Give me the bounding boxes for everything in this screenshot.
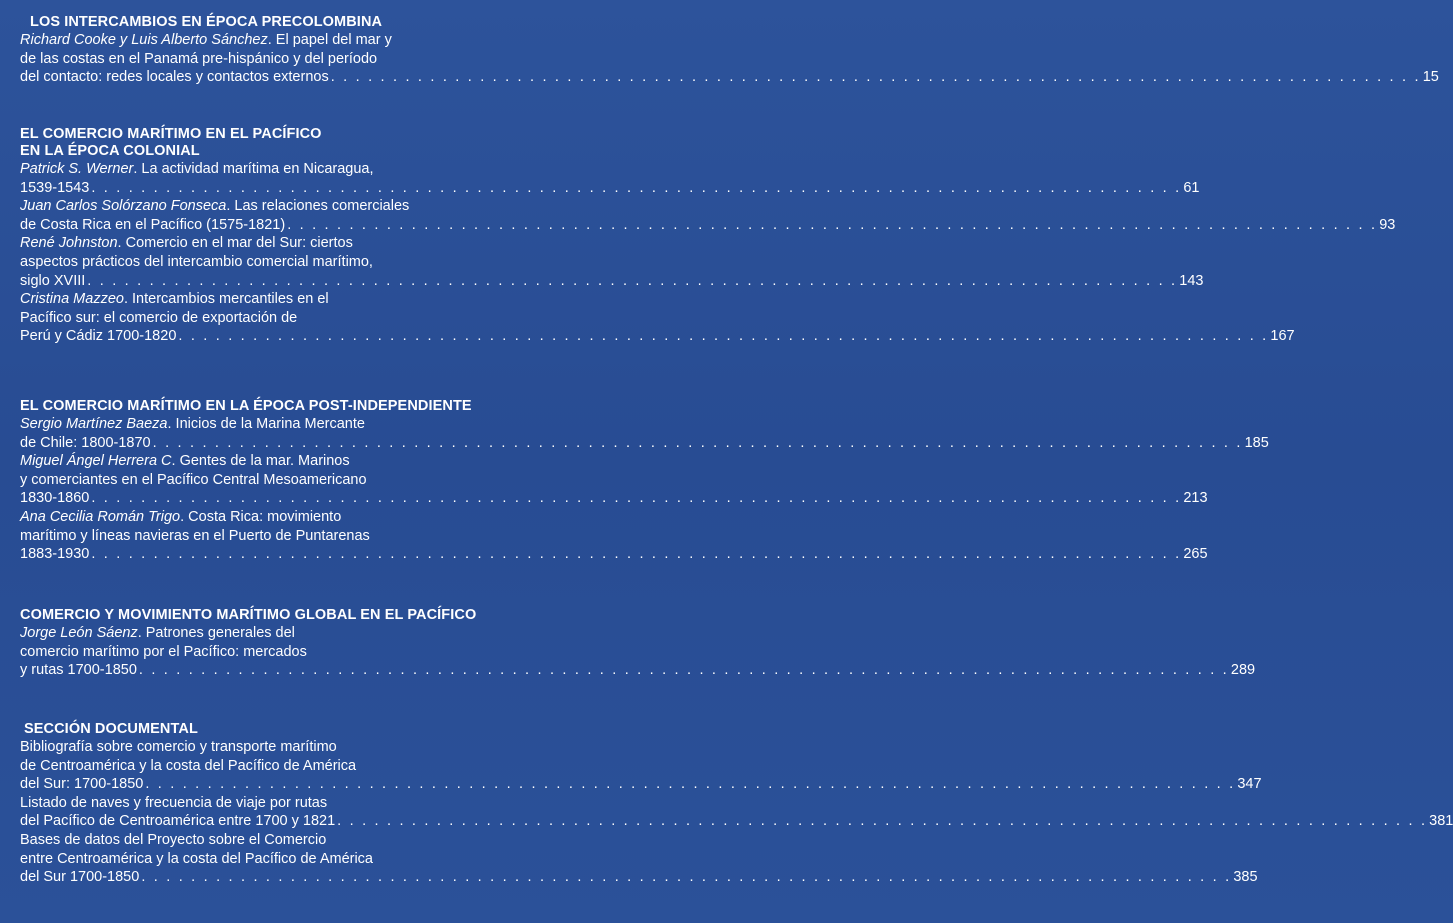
entry-line bbox=[20, 272, 1204, 291]
entry-line bbox=[20, 661, 1256, 680]
dot-leader: . . . . . . . . . . . . . . . . . . . . . . . . . . . . . . . . . . . . . . . . . . . . . . . . . . . . . . . . . . . . . . . . . . . . . . . . . . . . . . . . . . . . . . . . bbox=[138, 662, 1229, 679]
entry-title-text: . Intercambios mercantiles en el bbox=[123, 291, 329, 308]
toc-entry bbox=[20, 234, 1204, 290]
entry-title-text: del Sur: 1700-1850 bbox=[20, 776, 144, 793]
entry-author: Miguel Ángel Herrera C bbox=[20, 453, 172, 470]
page-number[interactable]: 15 bbox=[1422, 69, 1439, 86]
dot-leader: . . . . . . . . . . . . . . . . . . . . . . . . . . . . . . . . . . . . . . . . . . . . . . . . . . . . . . . . . . . . . . . . . . . . . . . . . . . . . . . . . . . . . . . . bbox=[152, 434, 1243, 451]
entry-title-text: del Sur 1700-1850 bbox=[20, 869, 140, 886]
entry-line bbox=[20, 179, 1200, 198]
page-number[interactable]: 385 bbox=[1233, 869, 1258, 886]
entry-line bbox=[20, 757, 522, 776]
entry-author: Richard Cooke y Luis Alberto Sánchez bbox=[20, 32, 268, 48]
entry-title-text: de Centroamérica y la costa del Pacífico de América bbox=[20, 757, 357, 774]
entry-title-text: entre Centroamérica y la costa del Pacífico de América bbox=[20, 850, 373, 867]
toc-section bbox=[20, 398, 1269, 564]
entry-title-text: del Pacífico de Centroamérica entre 1700 y 1821 bbox=[20, 813, 336, 830]
page-number[interactable]: 347 bbox=[1237, 776, 1262, 793]
entry-title-text: Bibliografía sobre comercio y transporte marítimo bbox=[20, 739, 337, 755]
entry-author: Patrick S. Werner bbox=[20, 161, 134, 177]
entry-author: Cristina Mazzeo bbox=[20, 291, 124, 308]
entry-title-text: marítimo y líneas navieras en el Puerto de Puntarenas bbox=[20, 527, 370, 544]
entry-title-text: . Costa Rica: movimiento bbox=[180, 508, 342, 525]
entry-author: Sergio Martínez Baeza bbox=[20, 416, 168, 432]
entry-title-text: Listado de naves y frecuencia de viaje por rutas bbox=[20, 794, 328, 811]
toc-entry bbox=[20, 738, 1262, 794]
section-heading: EL COMERCIO MARÍTIMO EN EL PACÍFICO EN LA ÉPOCA COLONIAL bbox=[20, 126, 322, 159]
entry-line bbox=[20, 31, 522, 50]
page-number[interactable]: 61 bbox=[1183, 179, 1200, 196]
entry-line bbox=[20, 434, 1269, 453]
entry-title-text: Pacífico sur: el comercio de exportación de bbox=[20, 309, 298, 326]
dot-leader: . . . . . . . . . . . . . . . . . . . . . . . . . . . . . . . . . . . . . . . . . . . . . . . . . . . . . . . . . . . . . . . . . . . . . . . . . . . . . . . . . . . . . . . . bbox=[330, 69, 1421, 86]
entry-line bbox=[20, 508, 522, 527]
entry-line bbox=[20, 831, 522, 850]
page-number[interactable]: 167 bbox=[1270, 328, 1295, 345]
section-heading: SECCIÓN DOCUMENTAL bbox=[24, 721, 198, 737]
entry-line bbox=[20, 290, 522, 309]
dot-leader: . . . . . . . . . . . . . . . . . . . . . . . . . . . . . . . . . . . . . . . . . . . . . . . . . . . . . . . . . . . . . . . . . . . . . . . . . . . . . . . . . . . . . . . . bbox=[287, 216, 1378, 233]
entry-line bbox=[20, 624, 522, 643]
entry-title-text: Perú y Cádiz 1700-1820 bbox=[20, 328, 177, 345]
entry-author: Ana Cecilia Román Trigo bbox=[20, 508, 181, 525]
entry-title-text: . El papel del mar y bbox=[267, 32, 392, 48]
toc-section bbox=[20, 14, 1439, 87]
toc-section bbox=[20, 126, 1396, 346]
entry-line bbox=[20, 452, 522, 471]
toc-entry bbox=[20, 290, 1295, 346]
entry-author: Juan Carlos Solórzano Fonseca bbox=[20, 198, 227, 215]
page-number[interactable]: 143 bbox=[1179, 272, 1204, 289]
entry-title-text: del contacto: redes locales y contactos externos bbox=[20, 69, 329, 86]
entry-title-text: . Patrones generales del bbox=[137, 625, 295, 641]
entry-line bbox=[20, 850, 522, 869]
entry-title-text: Bases de datos del Proyecto sobre el Comercio bbox=[20, 831, 327, 848]
entry-author: Jorge León Sáenz bbox=[20, 625, 138, 641]
toc-entry bbox=[20, 452, 1208, 508]
entry-line bbox=[20, 545, 1208, 564]
entry-title-text: 1883-1930 bbox=[20, 546, 90, 563]
entry-line bbox=[20, 160, 522, 179]
entry-line bbox=[20, 415, 522, 434]
section-heading: EL COMERCIO MARÍTIMO EN LA ÉPOCA POST-INDEPENDIENTE bbox=[20, 398, 472, 414]
page-number[interactable]: 289 bbox=[1230, 662, 1256, 679]
dot-leader: . . . . . . . . . . . . . . . . . . . . . . . . . . . . . . . . . . . . . . . . . . . . . . . . . . . . . . . . . . . . . . . . . . . . . . . . . . . . . . . . . . . . . . . . bbox=[91, 179, 1182, 196]
entry-line bbox=[20, 489, 1208, 508]
toc-entry bbox=[20, 160, 1200, 197]
entry-line bbox=[20, 309, 522, 328]
toc-entry bbox=[20, 31, 1439, 87]
toc-entry bbox=[20, 831, 1258, 887]
page-number[interactable]: 213 bbox=[1183, 490, 1208, 507]
entry-title-text: comercio marítimo por el Pacífico: mercados bbox=[20, 643, 307, 660]
dot-leader: . . . . . . . . . . . . . . . . . . . . . . . . . . . . . . . . . . . . . . . . . . . . . . . . . . . . . . . . . . . . . . . . . . . . . . . . . . . . . . . . . . . . . . . . bbox=[91, 490, 1182, 507]
section-heading: COMERCIO Y MOVIMIENTO MARÍTIMO GLOBAL EN EL PACÍFICO bbox=[20, 607, 477, 623]
entry-title-text: de las costas en el Panamá pre-hispánico y del período bbox=[20, 50, 378, 67]
dot-leader: . . . . . . . . . . . . . . . . . . . . . . . . . . . . . . . . . . . . . . . . . . . . . . . . . . . . . . . . . . . . . . . . . . . . . . . . . . . . . . . . . . . . . . . . bbox=[178, 328, 1269, 345]
toc-section bbox=[20, 607, 1256, 680]
entry-line bbox=[20, 68, 1439, 87]
entry-title-text: y rutas 1700-1850 bbox=[20, 662, 137, 679]
entry-line bbox=[20, 527, 522, 546]
dot-leader: . . . . . . . . . . . . . . . . . . . . . . . . . . . . . . . . . . . . . . . . . . . . . . . . . . . . . . . . . . . . . . . . . . . . . . . . . . . . . . . . . . . . . . . . bbox=[337, 813, 1428, 830]
toc-section bbox=[20, 721, 1453, 887]
dot-leader: . . . . . . . . . . . . . . . . . . . . . . . . . . . . . . . . . . . . . . . . . . . . . . . . . . . . . . . . . . . . . . . . . . . . . . . . . . . . . . . . . . . . . . . . bbox=[141, 869, 1232, 886]
entry-title-text: 1830-1860 bbox=[20, 490, 90, 507]
entry-title-text: . Comercio en el mar del Sur: ciertos bbox=[117, 235, 353, 252]
page-number[interactable]: 185 bbox=[1244, 434, 1269, 451]
entry-line bbox=[20, 812, 1453, 831]
toc-entry bbox=[20, 508, 1208, 564]
entry-title-text: . Gentes de la mar. Marinos bbox=[171, 453, 350, 470]
entry-line bbox=[20, 327, 1295, 346]
dot-leader: . . . . . . . . . . . . . . . . . . . . . . . . . . . . . . . . . . . . . . . . . . . . . . . . . . . . . . . . . . . . . . . . . . . . . . . . . . . . . . . . . . . . . . . . bbox=[87, 272, 1178, 289]
toc-entry bbox=[20, 415, 1269, 452]
entry-title-text: . Inicios de la Marina Mercante bbox=[167, 416, 365, 432]
toc-entry bbox=[20, 794, 1453, 831]
entry-line bbox=[20, 197, 522, 216]
toc-entry bbox=[20, 197, 1396, 234]
entry-title-text: . Las relaciones comerciales bbox=[226, 198, 410, 215]
entry-line bbox=[20, 50, 522, 69]
entry-line bbox=[20, 643, 522, 662]
entry-line bbox=[20, 738, 522, 757]
entry-title-text: . La actividad marítima en Nicaragua, bbox=[133, 161, 374, 177]
entry-line bbox=[20, 234, 522, 253]
entry-title-text: y comerciantes en el Pacífico Central Mesoamericano bbox=[20, 471, 367, 488]
page-number[interactable]: 381 bbox=[1429, 813, 1453, 830]
toc-entry bbox=[20, 624, 1256, 680]
dot-leader: . . . . . . . . . . . . . . . . . . . . . . . . . . . . . . . . . . . . . . . . . . . . . . . . . . . . . . . . . . . . . . . . . . . . . . . . . . . . . . . . . . . . . . . . bbox=[91, 546, 1182, 563]
entry-author: René Johnston bbox=[20, 235, 118, 252]
entry-title-text: de Chile: 1800-1870 bbox=[20, 434, 151, 451]
dot-leader: . . . . . . . . . . . . . . . . . . . . . . . . . . . . . . . . . . . . . . . . . . . . . . . . . . . . . . . . . . . . . . . . . . . . . . . . . . . . . . . . . . . . . . . . bbox=[145, 776, 1236, 793]
entry-line bbox=[20, 471, 522, 490]
entry-title-text: de Costa Rica en el Pacífico (1575-1821) bbox=[20, 216, 286, 233]
entry-title-text: aspectos prácticos del intercambio comercial marítimo, bbox=[20, 253, 373, 270]
entry-line bbox=[20, 775, 1262, 794]
entry-title-text: 1539-1543 bbox=[20, 179, 90, 196]
section-heading: LOS INTERCAMBIOS EN ÉPOCA PRECOLOMBINA bbox=[30, 14, 383, 30]
entry-line bbox=[20, 868, 1258, 887]
page-number[interactable]: 93 bbox=[1379, 216, 1396, 233]
page-number[interactable]: 265 bbox=[1183, 546, 1208, 563]
entry-line bbox=[20, 216, 1396, 235]
entry-line bbox=[20, 253, 522, 272]
entry-line bbox=[20, 794, 522, 813]
entry-title-text: siglo XVIII bbox=[20, 272, 86, 289]
